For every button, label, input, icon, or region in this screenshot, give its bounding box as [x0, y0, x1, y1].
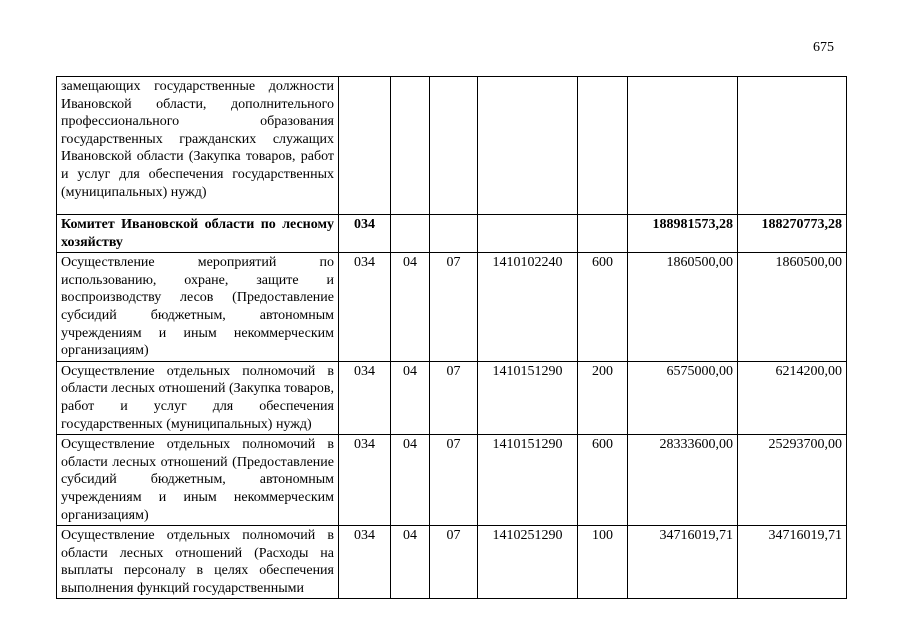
cell-subsection — [430, 215, 478, 253]
row-name: замещающих государственные должности Ивановской области, дополнительного профессионального образования государственных гражданских служащих Ивановской области (Закупка товаров, работ и услуг для обеспечения государственных (муниципальных) нужд) — [57, 77, 339, 215]
cell-amount-1: 6575000,00 — [628, 361, 738, 434]
cell-ministry — [339, 77, 391, 215]
table-row — [57, 77, 847, 215]
cell-subsection: 07 — [430, 361, 478, 434]
table-row — [57, 435, 847, 526]
cell-target: 1410151290 — [478, 361, 578, 434]
cell-subsection — [430, 77, 478, 215]
table-row — [57, 215, 847, 253]
row-name: Осуществление мероприятий по использованию, охране, защите и воспроизводству лесов (Предоставление субсидий бюджетным, автономным учреждениям и иным некоммерческим организациям) — [57, 253, 339, 362]
cell-section: 04 — [391, 526, 430, 599]
cell-amount-1: 34716019,71 — [628, 526, 738, 599]
page-number: 675 — [813, 40, 834, 55]
cell-amount-1 — [628, 77, 738, 215]
cell-amount-1: 28333600,00 — [628, 435, 738, 526]
cell-amount-2: 34716019,71 — [738, 526, 847, 599]
cell-target: 1410102240 — [478, 253, 578, 362]
cell-ministry: 034 — [339, 526, 391, 599]
cell-section: 04 — [391, 435, 430, 526]
cell-target: 1410251290 — [478, 526, 578, 599]
cell-amount-2: 6214200,00 — [738, 361, 847, 434]
cell-amount-2 — [738, 77, 847, 215]
table-row — [57, 526, 847, 599]
cell-subsection: 07 — [430, 435, 478, 526]
table-row — [57, 253, 847, 362]
cell-ministry: 034 — [339, 361, 391, 434]
cell-target: 1410151290 — [478, 435, 578, 526]
cell-type: 600 — [578, 253, 628, 362]
cell-target — [478, 215, 578, 253]
cell-ministry: 034 — [339, 253, 391, 362]
cell-ministry: 034 — [339, 215, 391, 253]
cell-section: 04 — [391, 361, 430, 434]
cell-type: 200 — [578, 361, 628, 434]
cell-amount-2: 1860500,00 — [738, 253, 847, 362]
cell-section: 04 — [391, 253, 430, 362]
cell-subsection: 07 — [430, 526, 478, 599]
cell-section — [391, 215, 430, 253]
row-name: Осуществление отдельных полномочий в области лесных отношений (Закупка товаров, работ и услуг для обеспечения государственных (муниципальных) нужд) — [57, 361, 339, 434]
cell-type — [578, 215, 628, 253]
row-name: Осуществление отдельных полномочий в области лесных отношений (Предоставление субсидий бюджетным, автономным учреждениям и иным некоммерческим организациям) — [57, 435, 339, 526]
table-row — [57, 361, 847, 434]
cell-subsection: 07 — [430, 253, 478, 362]
cell-type: 600 — [578, 435, 628, 526]
cell-type: 100 — [578, 526, 628, 599]
cell-amount-2: 25293700,00 — [738, 435, 847, 526]
cell-section — [391, 77, 430, 215]
budget-table — [56, 76, 847, 599]
cell-amount-1: 188981573,28 — [628, 215, 738, 253]
cell-target — [478, 77, 578, 215]
cell-type — [578, 77, 628, 215]
row-name: Комитет Ивановской области по лесному хозяйству — [57, 215, 339, 253]
cell-amount-1: 1860500,00 — [628, 253, 738, 362]
row-name: Осуществление отдельных полномочий в области лесных отношений (Расходы на выплаты персоналу в целях обеспечения выполнения функций государственными — [57, 526, 339, 599]
cell-amount-2: 188270773,28 — [738, 215, 847, 253]
cell-ministry: 034 — [339, 435, 391, 526]
